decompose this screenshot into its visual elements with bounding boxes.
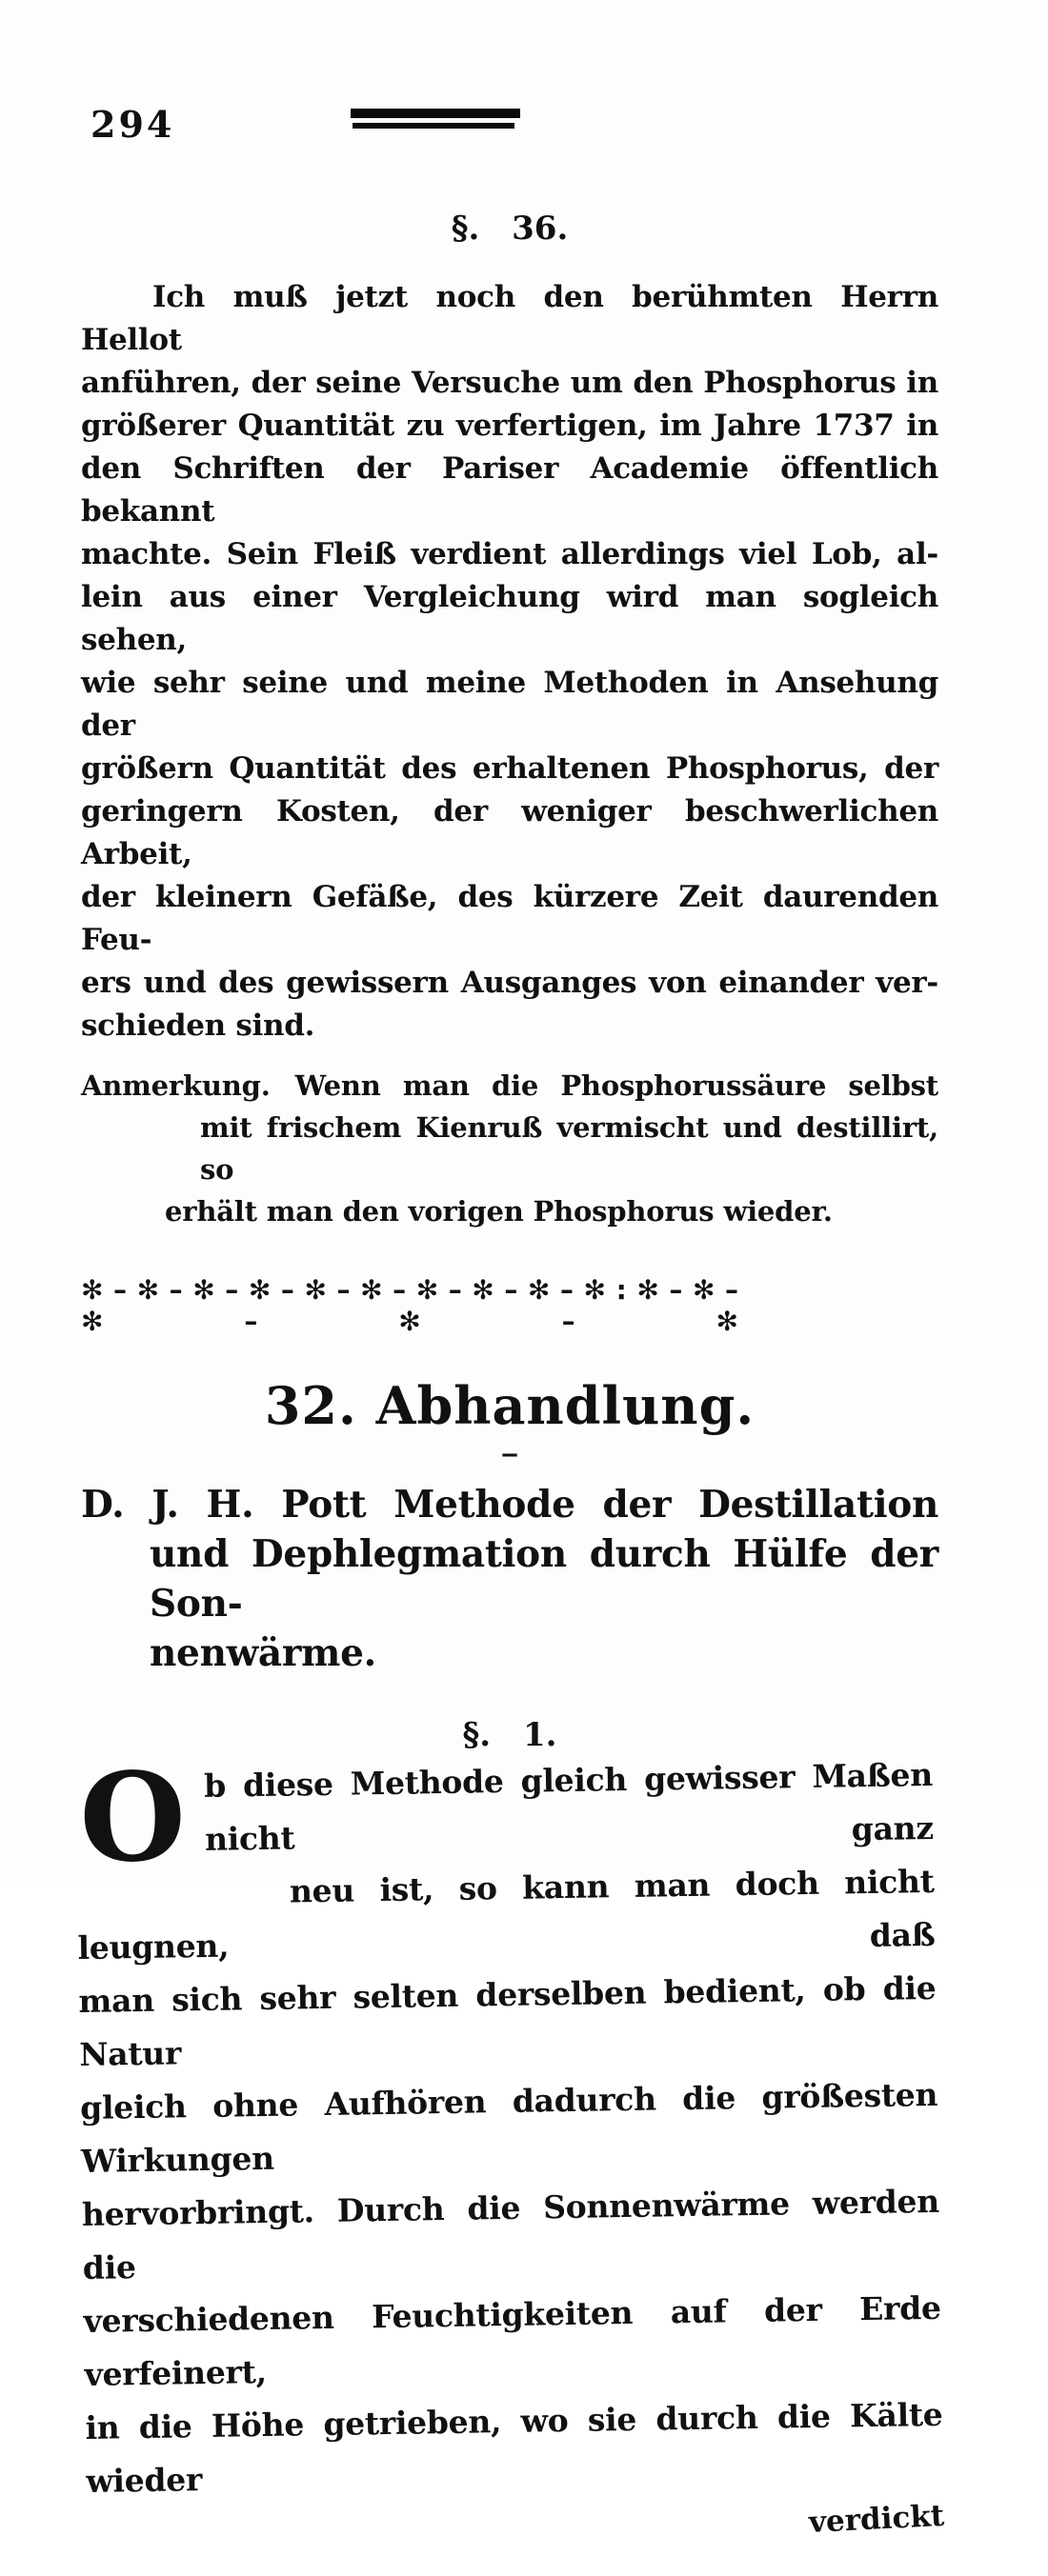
body-line: in die Höhe getrieben, wo sie durch die Kälte wieder	[85, 2395, 943, 2500]
body-line: hervorbringt. Durch die Sonnenwärme werden die	[81, 2182, 940, 2286]
rule-bar-bottom	[353, 123, 514, 129]
body-line: verschiedenen Feuchtigkeiten auf der Erde verfeinert,	[83, 2288, 941, 2393]
chapter-title-line: nenwärme.	[150, 1631, 376, 1675]
paragraph-36	[81, 276, 938, 1048]
flower-ornament-row: ✻ – ✻ – ✻ – ✻ – ✻ – ✻ – ✻ – ✻ – ✻ – ✻ : ✻ – ✻ – ✻ – ✻ – ✻	[81, 1274, 738, 1337]
body-line: gleich ohne Aufhören dadurch die größesten Wirkungen	[79, 2075, 938, 2180]
chapter-title-line: und Dephlegmation durch Hülfe der Son-	[150, 1532, 938, 1626]
body-line: machte. Sein Fleiß verdient allerdings viel Lob, al-	[81, 537, 938, 571]
body-line: größern Quantität des erhaltenen Phosphorus, der	[81, 751, 938, 786]
drop-cap-initial: O	[78, 1746, 187, 1890]
chapter-heading: 32. Abhandlung.	[264, 1375, 756, 1436]
anmerkung-text: Wenn man die Phosphorussäure selbst	[294, 1069, 938, 1102]
chapter-title-line: D. J. H. Pott Methode der Destillation	[81, 1483, 938, 1527]
body-line: neu ist, so kann man doch nicht leugnen, daß	[77, 1862, 936, 1967]
body-line: geringern Kosten, der weniger beschwerlichen Arbeit,	[81, 794, 938, 871]
section-heading-1: §. 1.	[462, 1716, 557, 1754]
rule-bar-top	[351, 109, 520, 118]
body-line: wie sehr seine und meine Methoden in Ansehung der	[81, 666, 938, 743]
paragraph-1-wrapper	[75, 1748, 945, 2546]
anmerkung-line: mit frischem Kienruß vermischt und destillirt, so	[200, 1111, 938, 1186]
body-line: Ich muß jetzt noch den berühmten Herrn Hellot	[81, 280, 938, 357]
anmerkung-note	[81, 1065, 938, 1232]
body-line: schieden sind.	[81, 1008, 315, 1043]
catchword: verdickt	[808, 2498, 945, 2540]
paragraph-1	[75, 1748, 944, 2508]
body-line: den Schriften der Pariser Academie öffentlich bekannt	[81, 451, 938, 529]
body-line: ers und des gewissern Ausganges von einander ver-	[81, 966, 938, 1000]
body-line: man sich sehr selten derselben bedient, ob die Natur	[78, 1968, 937, 2074]
chapter-divider-dash: ‒	[500, 1440, 519, 1468]
anmerkung-label: Anmerkung.	[81, 1069, 271, 1102]
chapter-title	[81, 1480, 938, 1678]
body-line: b diese Methode gleich gewisser Maßen nicht ganz	[203, 1755, 935, 1858]
body-line: der kleinern Gefäße, des kürzere Zeit daurenden Feu-	[81, 880, 938, 957]
body-line: anführen, der seine Versuche um den Phosphorus in	[81, 366, 938, 400]
page-number: 294	[91, 103, 175, 146]
anmerkung-line	[81, 1065, 938, 1107]
page-header	[81, 103, 938, 150]
double-rule-ornament	[351, 109, 520, 129]
body-line: größerer Quantität zu verfertigen, im Jahre 1737 in	[81, 409, 938, 443]
section-heading-36: §. 36.	[451, 210, 569, 248]
anmerkung-line: erhält man den vorigen Phosphorus wieder.	[165, 1195, 833, 1228]
body-line: lein aus einer Vergleichung wird man sogleich sehen,	[81, 580, 938, 657]
